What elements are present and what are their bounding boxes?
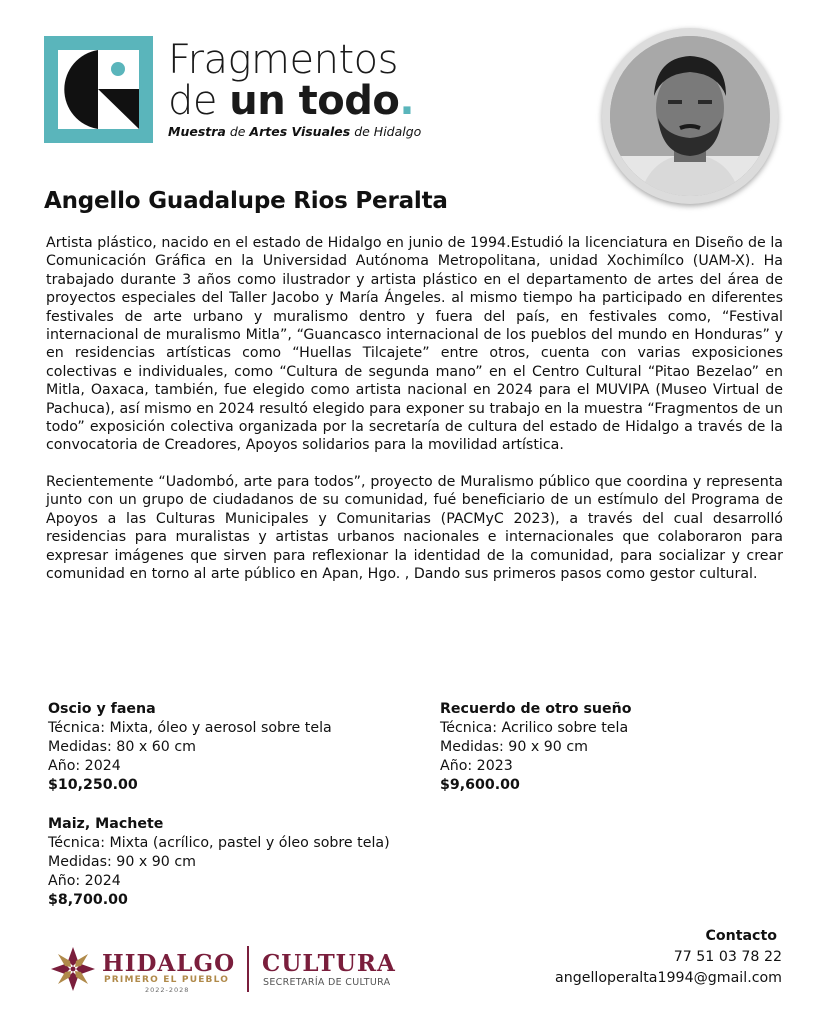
contact-block: [555, 926, 782, 989]
artwork-year: Año: 2023: [440, 758, 513, 774]
fragmentos-logo-icon: [44, 36, 153, 143]
artwork-technique: Técnica: Acrilico sobre tela: [440, 720, 629, 736]
brand-subtitle: [168, 124, 421, 139]
brand-sub-de: de: [225, 124, 250, 139]
brand-title-dot: .: [399, 78, 415, 124]
brand-sub-muestra: Muestra: [168, 124, 226, 139]
contact-label: Contacto: [705, 928, 777, 944]
contact-email[interactable]: angelloperalta1994@gmail.com: [555, 970, 782, 986]
artwork-title: Recuerdo de otro sueño: [440, 701, 632, 717]
artwork-item: [48, 700, 332, 795]
exhibition-brand: [168, 37, 422, 139]
footer-institution-logos: [50, 944, 410, 996]
artist-portrait: [610, 36, 770, 196]
brand-title-de: de: [168, 78, 217, 124]
logo-divider: [247, 946, 249, 992]
portrait-illustration: [610, 36, 770, 196]
artwork-title: Maiz, Machete: [48, 816, 164, 832]
cultura-wordmark: CULTURA: [262, 950, 396, 977]
hidalgo-wordmark: HIDALGO: [102, 950, 236, 977]
bio-paragraph: Recientemente “Uadombó, arte para todos”, proyecto de Muralismo público que coordina y representa junto con un grupo de ciudadanos de su comunidad, fué beneficiario de un estímulo del Programa de Apoyos a las Culturas Municipales y Comunitarias (PACMyC 2023), a través del cual desarrolló residencias para muralistas y artistas urbanos nacionales e internacionales que colaboraron para expresar imágenes que sirven para reflexionar la identidad de la comunidad, para socializar y crear comunidad en torno al arte público en Apan, Hgo. , Dando sus primeros pasos como gestor cultural.: [46, 473, 783, 582]
artwork-title: Oscio y faena: [48, 701, 156, 717]
exhibition-logo-mark: [44, 36, 153, 143]
brand-sub-artes: Artes Visuales: [249, 124, 351, 139]
hidalgo-star-icon: [50, 946, 96, 992]
artwork-technique: Técnica: Mixta (acrílico, pastel y óleo sobre tela): [48, 835, 390, 851]
brand-title-line2: [168, 80, 421, 122]
artist-name: Angello Guadalupe Rios Peralta: [44, 188, 448, 214]
artwork-item: [48, 815, 390, 910]
artist-portrait-frame: [602, 28, 778, 204]
artwork-year: Año: 2024: [48, 873, 121, 889]
contact-phone[interactable]: 77 51 03 78 22: [673, 949, 782, 965]
artist-biography: [46, 234, 783, 601]
secretaria-cultura-label: SECRETARÍA DE CULTURA: [263, 977, 391, 988]
artwork-price: $8,700.00: [48, 892, 128, 908]
bio-paragraph: Artista plástico, nacido en el estado de Hidalgo en junio de 1994.Estudió la licenciatura en Diseño de la Comunicación Gráfica en la Universidad Autónoma Metropolitana, unidad Xochimílco (UAM-X). Ha trabajado durante 3 años como ilustrador y artista plástico en el departamento de artes del área de proyectos especiales del Taller Jacobo y María Ángeles. al mismo tiempo ha participado en diferentes festivales de arte urbano y muralismo dentro y fuera del país, en festivales como, “Festival internacional de muralismo Mitla”, “Guancasco internacional de los pueblos del mundo en Honduras” y en residencias artísticas como “Huellas Tilcajete” entre otros, cuenta con varias exposiciones colectivas e individuales, como “Cultura de segunda mano” en el Centro Cultural “Pitao Bezelao” en Mitla, Oaxaca, también, fue elegido como artista nacional en 2024 para el MUVIPA (Museo Virtual de Pachuca), así mismo en 2024 resultó elegido para exponer su trabajo en la muestra “Fragmentos de un todo” exposición colectiva organizada por la secretaría de cultura del estado de Hidalgo a través de la convocatoria de Creadores, Apoyos solidarios para la movilidad artística.: [46, 235, 783, 454]
artwork-price: $9,600.00: [440, 777, 520, 793]
artwork-technique: Técnica: Mixta, óleo y aerosol sobre tela: [48, 720, 332, 736]
brand-title-bold: un todo: [229, 78, 400, 124]
artwork-size: Medidas: 90 x 90 cm: [440, 739, 588, 755]
brand-title-line1: Fragmentos: [168, 37, 398, 83]
artwork-size: Medidas: 80 x 60 cm: [48, 739, 196, 755]
artwork-price: $10,250.00: [48, 777, 138, 793]
artwork-year: Año: 2024: [48, 758, 121, 774]
artwork-item: [440, 700, 631, 795]
brand-sub-hidalgo: de Hidalgo: [350, 124, 422, 139]
hidalgo-tagline: PRIMERO EL PUEBLO: [104, 975, 230, 985]
artwork-size: Medidas: 90 x 90 cm: [48, 854, 196, 870]
hidalgo-years: 2022-2028: [145, 986, 190, 994]
